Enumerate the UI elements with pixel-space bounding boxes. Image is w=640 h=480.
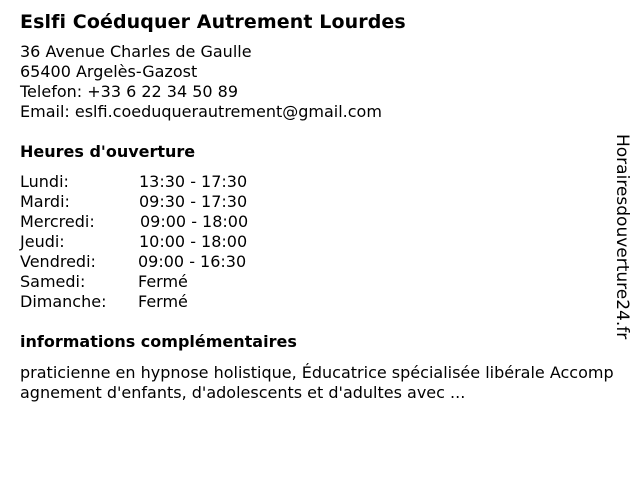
info-heading: informations complémentaires — [20, 332, 297, 351]
site-watermark: Horairesdouverture24.fr — [612, 134, 632, 340]
contact-block — [20, 42, 616, 122]
business-name: Eslfi Coéduquer Autrement Lourdes — [20, 11, 406, 33]
hours-value: Fermé — [138, 292, 188, 311]
hours-row-thursday — [20, 232, 616, 252]
hours-row-wednesday — [20, 212, 616, 232]
info-description: praticienne en hypnose holistique, Éducatrice spécialisée libérale Accompagnement d'enfants, d'adolescents et d'adultes avec ... — [20, 363, 614, 402]
hours-value: 13:30 - 17:30 — [139, 172, 248, 191]
hours-value: 10:00 - 18:00 — [139, 232, 248, 251]
hours-row-friday — [20, 252, 616, 272]
hours-row-monday — [20, 172, 616, 192]
day-label: Samedi: — [20, 272, 86, 291]
day-label: Jeudi: — [20, 232, 65, 251]
day-label: Mardi: — [20, 192, 70, 211]
city-address: 65400 Argelès-Gazost — [20, 62, 198, 81]
business-card — [20, 9, 616, 403]
hours-row-tuesday — [20, 192, 616, 212]
hours-row-saturday — [20, 272, 616, 292]
day-label: Vendredi: — [20, 252, 96, 271]
hours-value: Fermé — [138, 272, 188, 291]
phone-line: Telefon: +33 6 22 34 50 89 — [20, 82, 239, 101]
hours-table — [20, 172, 616, 312]
day-label: Lundi: — [20, 172, 69, 191]
hours-heading: Heures d'ouverture — [20, 142, 196, 161]
hours-value: 09:00 - 16:30 — [138, 252, 247, 271]
day-label: Mercredi: — [20, 212, 95, 231]
street-address: 36 Avenue Charles de Gaulle — [20, 42, 252, 61]
hours-value: 09:30 - 17:30 — [139, 192, 248, 211]
day-label: Dimanche: — [20, 292, 107, 311]
email-line: Email: eslfi.coeduquerautrement@gmail.com — [20, 102, 382, 121]
hours-value: 09:00 - 18:00 — [140, 212, 249, 231]
hours-row-sunday — [20, 292, 616, 312]
